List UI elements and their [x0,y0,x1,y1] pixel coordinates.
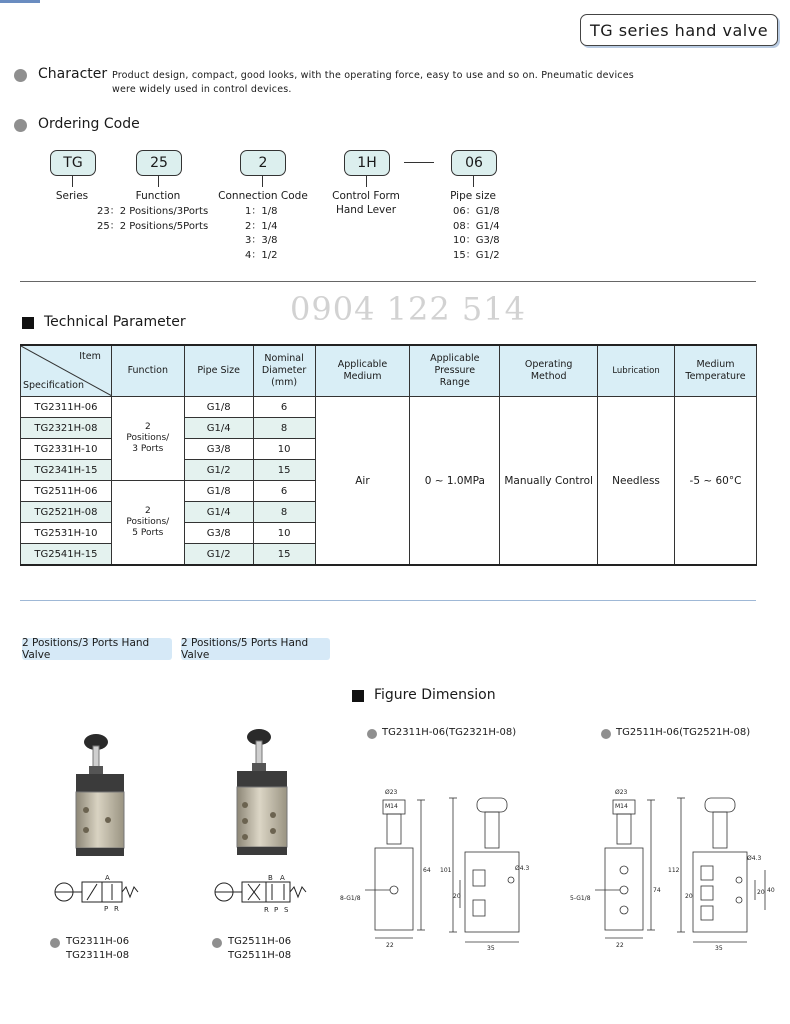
model-cell: TG2511H-06 [21,481,112,502]
figure-title: Figure Dimension [374,687,496,703]
dim-label: 22 [616,942,624,949]
function-option-2: 25：2 Positions/5Ports [97,220,209,232]
dim-label: 20 [453,893,461,900]
header-text: Temperature [685,371,746,382]
dia-cell: 10 [253,523,315,544]
header-text: Medium [343,371,382,382]
dim-label: 5-G1/8 [570,895,591,902]
model-cell: TG2321H-08 [21,418,112,439]
dim-label: 101 [440,867,452,874]
code-box-series: TG [50,150,96,176]
connection-option-4: 4：1/2 [245,249,278,261]
lubrication-cell: Needless [598,397,675,566]
pipe-cell: G1/8 [184,481,253,502]
code-box-connection: 2 [240,150,286,176]
section-divider [20,600,756,601]
dim-label: 74 [653,887,661,894]
dim-label: 35 [487,945,495,950]
header-function: Function [111,345,184,397]
dia-cell: 15 [253,544,315,566]
dim-label: M14 [615,803,628,810]
connector-line [72,175,73,187]
valve-photo-3-port [60,730,140,860]
pipe-cell: G1/4 [184,418,253,439]
dimension-drawing-5-port [565,780,780,950]
product-caption-1b: TG2311H-08 [66,950,130,961]
header-spec: Specification [23,380,84,391]
symbol-letter: P [104,905,109,912]
header-pipe: Pipe Size [184,345,253,397]
code-label-control-2: Hand Lever [335,204,397,216]
function-text: 5 Ports [132,528,164,538]
temperature-cell: -5 ~ 60°C [674,397,756,566]
pipe-option-4: 15：G1/2 [453,249,500,261]
code-label-function: Function [135,190,181,202]
code-label-connection: Connection Code [218,190,308,202]
dim-label: 20 [757,889,765,896]
valve-symbol-5-port [212,872,317,914]
dim-label: 20 [685,893,693,900]
product-caption-2a: TG2511H-06 [228,936,292,947]
connector-line [473,175,474,187]
model-cell: TG2521H-08 [21,502,112,523]
bullet-icon [212,938,222,948]
dim-label: 64 [423,867,431,874]
dia-cell: 15 [253,460,315,481]
symbol-letter: R [114,905,119,912]
function-text: Positions/ [126,517,170,527]
header-text: (mm) [271,377,298,388]
header-text: Range [439,377,470,388]
dim-label: Ø23 [615,789,628,796]
tab-5-ports[interactable]: 2 Positions/5 Ports Hand Valve [181,638,330,660]
header-operating [500,345,598,397]
pipe-option-1: 06：G1/8 [453,206,500,217]
header-text: Medium [696,359,735,370]
connector-line [366,175,367,187]
dia-cell: 8 [253,502,315,523]
header-text: Applicable [430,353,480,364]
dim-label: M14 [385,803,398,810]
tech-table [20,344,757,566]
table-row [21,397,757,418]
dia-cell: 6 [253,397,315,418]
dia-cell: 6 [253,481,315,502]
product-caption-1a: TG2311H-06 [66,936,130,947]
header-text: Pressure [434,365,476,376]
pipe-cell: G1/4 [184,502,253,523]
symbol-letter: B [268,874,273,882]
code-label-control: Control Form [332,190,400,202]
connector-line [158,175,159,187]
header-item: Item [79,351,101,362]
dim-label: Ø4.3 [515,865,530,872]
figure-left-label: TG2311H-06(TG2321H-08) [382,727,517,738]
character-title: Character [38,66,108,82]
connection-option-3: 3：3/8 [245,235,278,246]
symbol-letter: R [264,906,269,914]
header-nominal [253,345,315,397]
tech-title: Technical Parameter [44,314,186,330]
code-label-series: Series [55,190,89,202]
header-text: Nominal [264,353,304,364]
model-cell: TG2541H-15 [21,544,112,566]
top-accent-bar [0,0,40,3]
connector-line [262,175,263,187]
watermark-phone: 0904 122 514 [290,290,526,328]
header-medium [315,345,410,397]
bullet-icon [14,69,27,82]
code-box-function: 25 [136,150,182,176]
header-lubrication: Lubrication [598,345,675,397]
header-item-spec [21,345,112,397]
dia-cell: 8 [253,418,315,439]
code-box-pipe: 06 [451,150,497,176]
dim-label: 22 [386,942,394,949]
code-box-control: 1H [344,150,390,176]
pipe-cell: G1/2 [184,544,253,566]
dim-label: Ø23 [385,789,398,796]
valve-symbol-3-port [52,872,152,912]
pipe-option-2: 08：G1/4 [453,220,500,232]
model-cell: TG2341H-15 [21,460,112,481]
operating-cell: Manually Control [500,397,598,566]
function-text: Positions/ [126,433,170,443]
dia-cell: 10 [253,439,315,460]
code-label-pipe: Pipe size [450,190,496,202]
figure-right-label: TG2511H-06(TG2521H-08) [616,727,751,738]
model-cell: TG2311H-06 [21,397,112,418]
connection-option-2: 2：1/4 [245,220,278,232]
symbol-letter: A [105,874,110,882]
pipe-option-3: 10：G3/8 [453,235,500,246]
dim-label: Ø4.3 [747,855,762,862]
product-caption-2b: TG2511H-08 [228,950,292,961]
dimension-drawing-3-port [335,780,535,950]
character-line-1: Product design, compact, good looks, with the operating force, easy to use and so on. Pneumatic devices [112,70,634,81]
bullet-icon [367,729,377,739]
ordering-title: Ordering Code [38,116,140,132]
dim-label: 112 [668,867,680,874]
bullet-icon [601,729,611,739]
pipe-cell: G3/8 [184,439,253,460]
function-text: 2 [144,422,151,432]
header-pressure [410,345,500,397]
square-bullet-icon [352,690,364,702]
pressure-cell: 0 ~ 1.0MPa [410,397,500,566]
tab-3-ports[interactable]: 2 Positions/3 Ports Hand Valve [22,638,172,660]
page-title: TG series hand valve [580,14,778,46]
header-text: Applicable [337,359,388,370]
symbol-letter: P [274,906,279,914]
header-text: Diameter [261,365,307,376]
bullet-icon [14,119,27,132]
function-cell [111,397,184,481]
character-line-2: were widely used in control devices. [112,84,292,95]
function-cell [111,481,184,566]
function-option-1: 23：2 Positions/3Ports [97,206,209,217]
model-cell: TG2531H-10 [21,523,112,544]
dim-label: 40 [767,887,775,894]
model-cell: TG2331H-10 [21,439,112,460]
valve-photo-5-port [225,725,305,860]
square-bullet-icon [22,317,34,329]
header-temp [674,345,756,397]
header-text: Method [530,371,567,382]
bullet-icon [50,938,60,948]
symbol-letter: S [284,906,289,914]
symbol-letter: A [280,874,285,882]
pipe-cell: G1/8 [184,397,253,418]
pipe-cell: G1/2 [184,460,253,481]
tech-table-wrap [20,344,757,566]
section-divider [20,281,756,282]
pipe-cell: G3/8 [184,523,253,544]
connection-option-1: 1：1/8 [245,206,278,217]
medium-cell: Air [315,397,410,566]
header-text: Operating [524,359,573,370]
function-text: 3 Ports [132,444,164,454]
function-text: 2 [144,506,151,516]
dim-label: 35 [715,945,723,950]
dash-separator [404,162,434,163]
dim-label: 8-G1/8 [340,895,361,902]
